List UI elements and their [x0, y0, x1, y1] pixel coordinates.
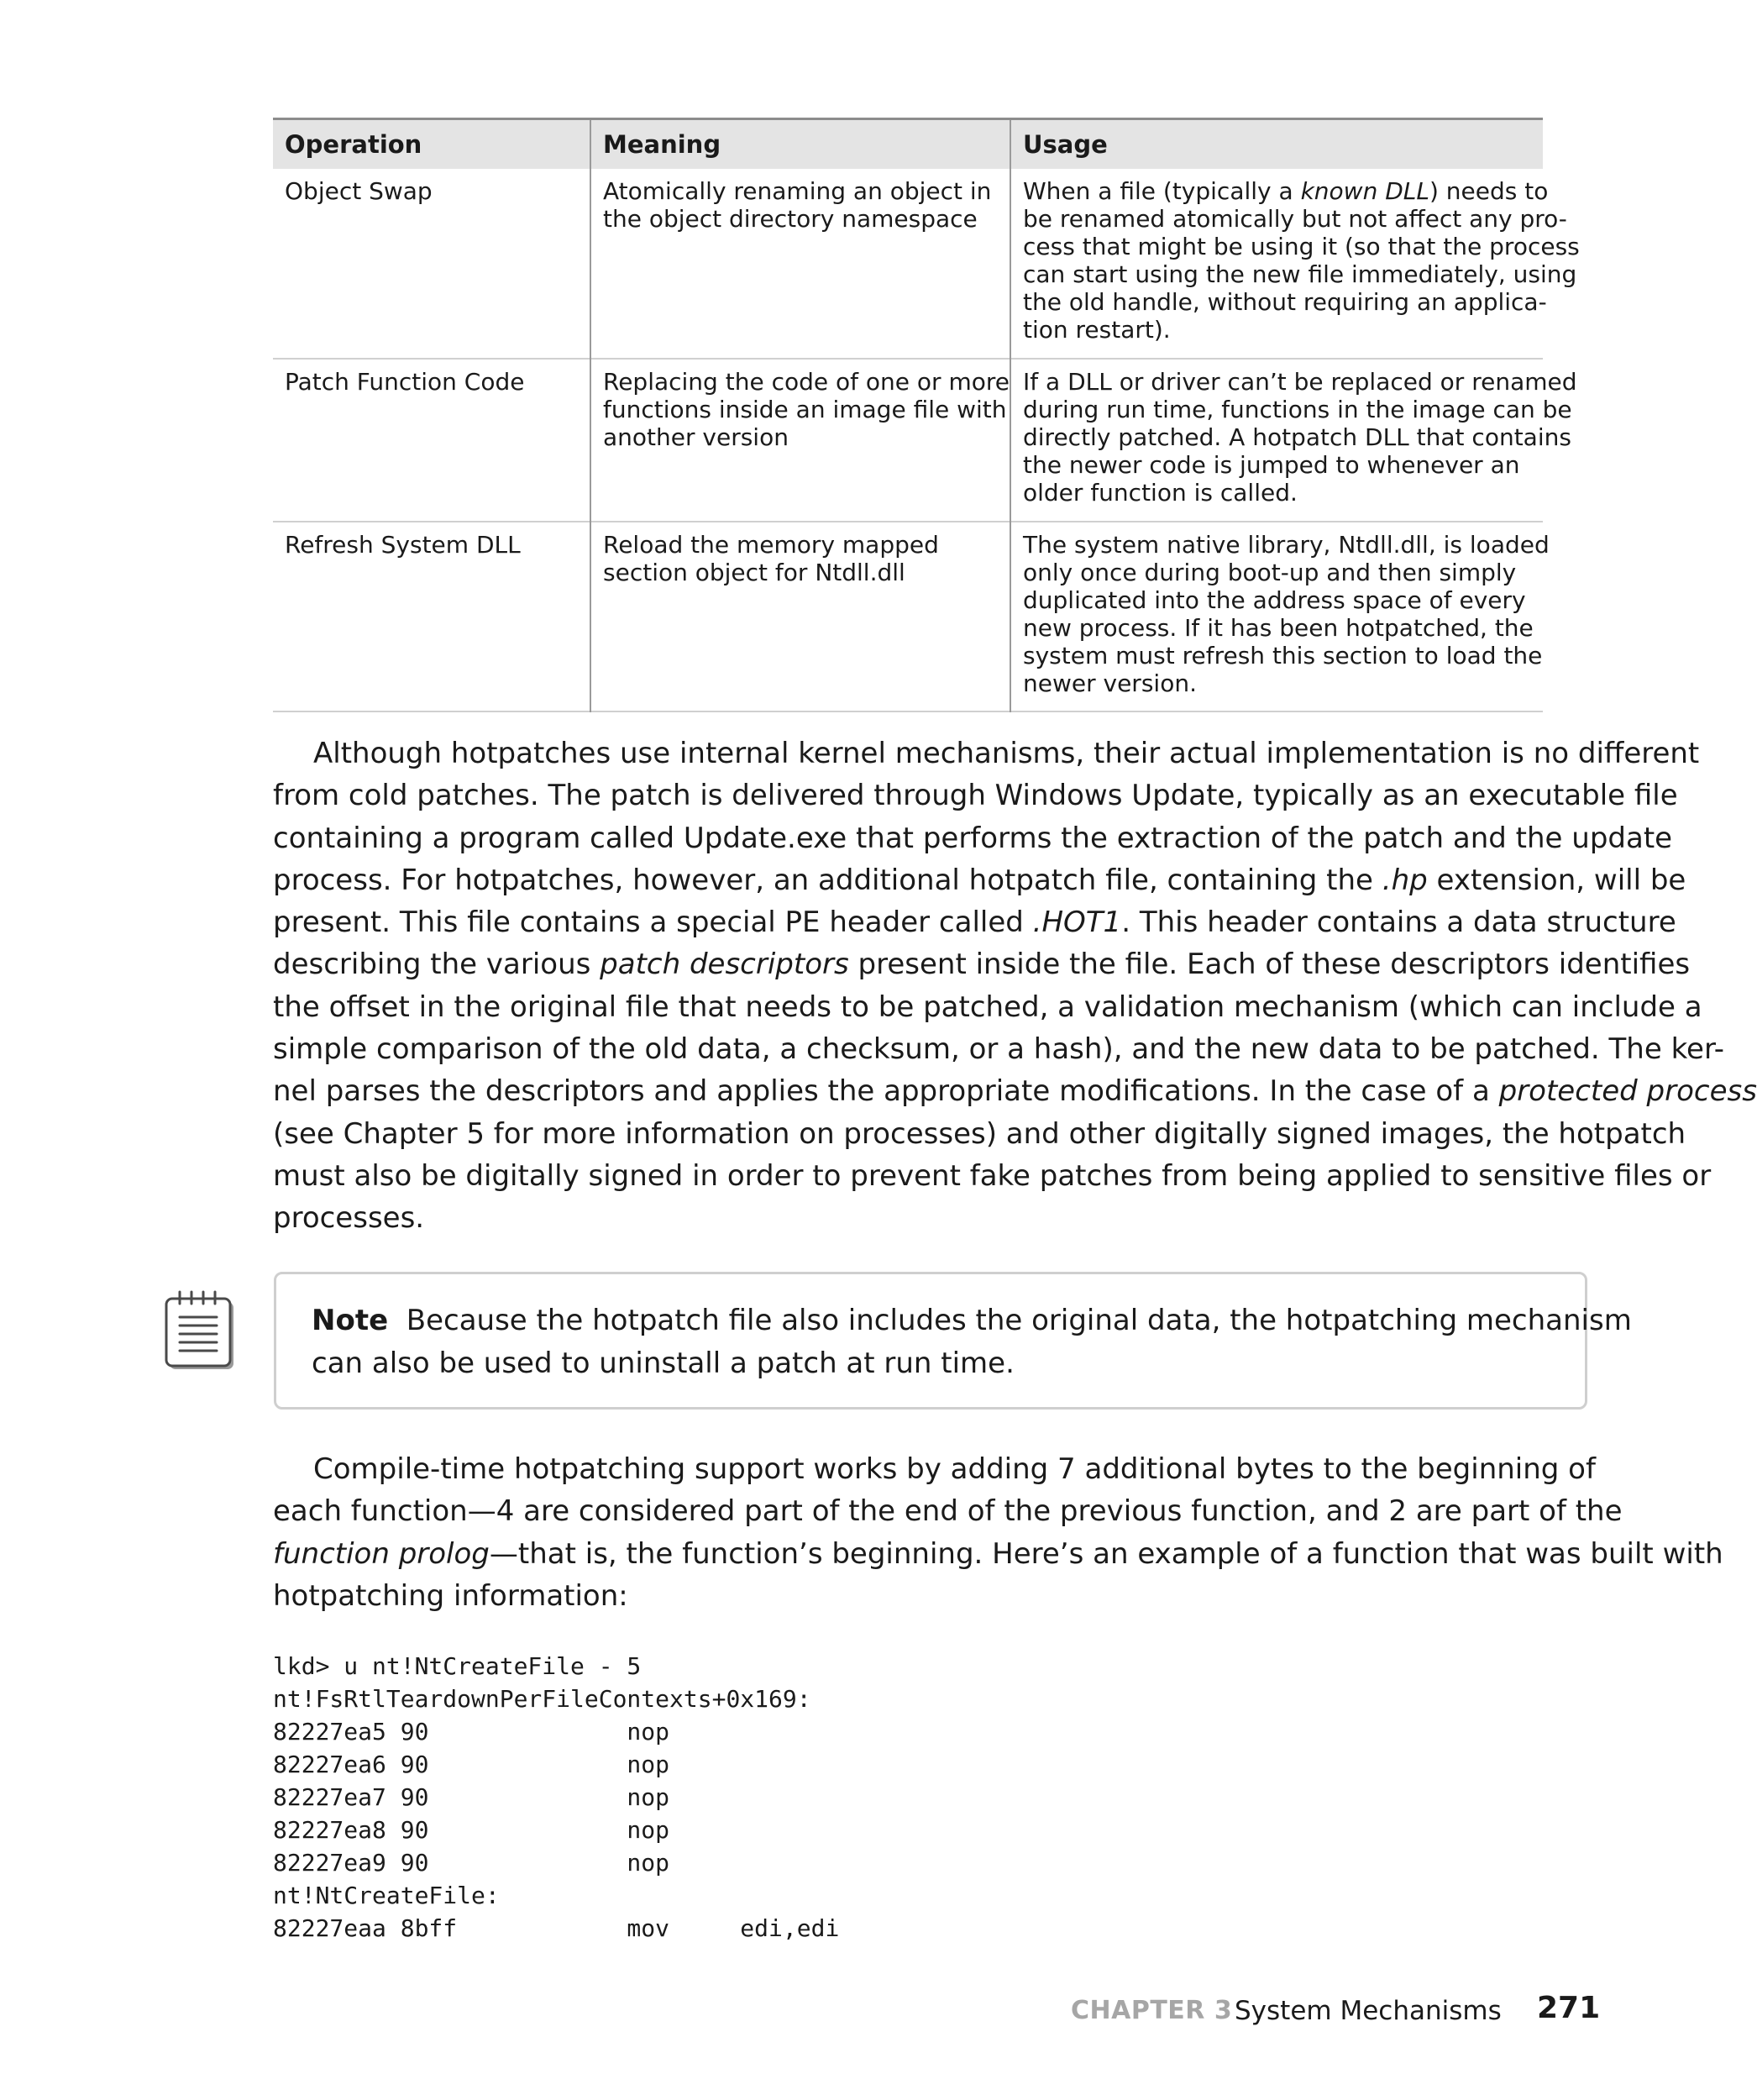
code-line: lkd> u nt!NtCreateFile - 5 [273, 1652, 642, 1680]
table-row [273, 522, 1543, 711]
code-line: 82227ea6 90 nop [273, 1751, 670, 1778]
note-label: Note [312, 1304, 389, 1337]
note-text: Note Because the hotpatch file also includes the original data, the hotpatching mechanism can also be used to uninstall a patch at run time. [312, 1304, 1632, 1380]
table-row [273, 169, 1543, 359]
operations-table [273, 118, 1580, 712]
code-line: nt!FsRtlTeardownPerFileContexts+0x169: [273, 1685, 811, 1713]
code-line: 82227ea7 90 nop [273, 1783, 670, 1811]
cell-usage: If a DLL or driver can’t be replaced or renamed during run time, functions in the image can be directly patched. A hotpatch DLL that contains the newer code is jumped to whenever an older function is called. [1010, 359, 1543, 522]
code-line: 82227eaa 8bff mov edi,edi [273, 1914, 840, 1942]
code-line: 82227ea5 90 nop [273, 1718, 670, 1746]
header-meaning: Meaning [590, 119, 1010, 170]
body-paragraph-hotpatch-delivery: Although hotpatches use internal kernel mechanisms, their actual implementation is no different from cold patches. The patch is delivered through Windows Update, typically as an executable file containing a program called Update.exe that performs the extraction of the patch and the update process. For hotpatches, however, an additional hotpatch file, containing the .hp extension, will be present. This file contains a special PE header called .HOT1. This header contains a data structure describing the various patch descriptors present inside the file. Each of these descriptors identifies the offset in the original file that needs to be patched, a validation mechanism (which can include a simple comparison of the old data, a checksum, or a hash), and the new data to be patched. The ker- nel parses the descriptors and applies the appropriate modifications. In the case of a protected process (see Chapter 5 for more information on processes) and other digitally signed images, the hotpatch must also be digitally signed in order to prevent fake patches from being applied to sensitive files or processes. [273, 737, 1757, 1236]
body-paragraph-compile-time-hotpatching: Compile-time hotpatching support works by adding 7 additional bytes to the beginning of each function—4 are considered part of the end of the previous function, and 2 are part of the function prolog—that is, the function’s beginning. Here’s an example of a function that was built with hotpatching information: [273, 1452, 1723, 1613]
header-operation: Operation [273, 119, 590, 170]
cell-meaning: Replacing the code of one or more functions inside an image file with another version [590, 359, 1010, 522]
code-listing [273, 1650, 839, 1945]
code-line: 82227ea8 90 nop [273, 1816, 670, 1844]
cell-meaning: Reload the memory mapped section object for Ntdll.dll [590, 522, 1010, 711]
header-usage: Usage [1010, 119, 1543, 170]
table-row [273, 359, 1543, 522]
code-line: 82227ea9 90 nop [273, 1849, 670, 1877]
cell-operation: Object Swap [285, 177, 433, 205]
cell-operation: Refresh System DLL [285, 531, 521, 559]
footer-chapter-title: System Mechanisms [1235, 1996, 1502, 2026]
notepad-icon [165, 1290, 240, 1374]
cell-usage: The system native library, Ntdll.dll, is loaded only once during boot-up and then simply duplicated into the address space of every new process. If it has been hotpatched, the system must refresh this section to load the newer version. [1010, 522, 1543, 711]
table-header-row [273, 119, 1543, 170]
code-line: nt!NtCreateFile: [273, 1882, 500, 1909]
page-number: 271 [1537, 1991, 1601, 2025]
footer-chapter-label: CHAPTER 3 [1071, 1996, 1233, 2025]
cell-usage: When a file (typically a known DLL) needs to be renamed atomically but not affect any pro- cess that might be using it (so that the process can start using the new file immediately, using the old handle, without requiring an applica- tion restart). [1010, 169, 1543, 359]
cell-operation: Patch Function Code [285, 368, 525, 396]
cell-meaning: Atomically renaming an object in the object directory namespace [590, 169, 1010, 359]
